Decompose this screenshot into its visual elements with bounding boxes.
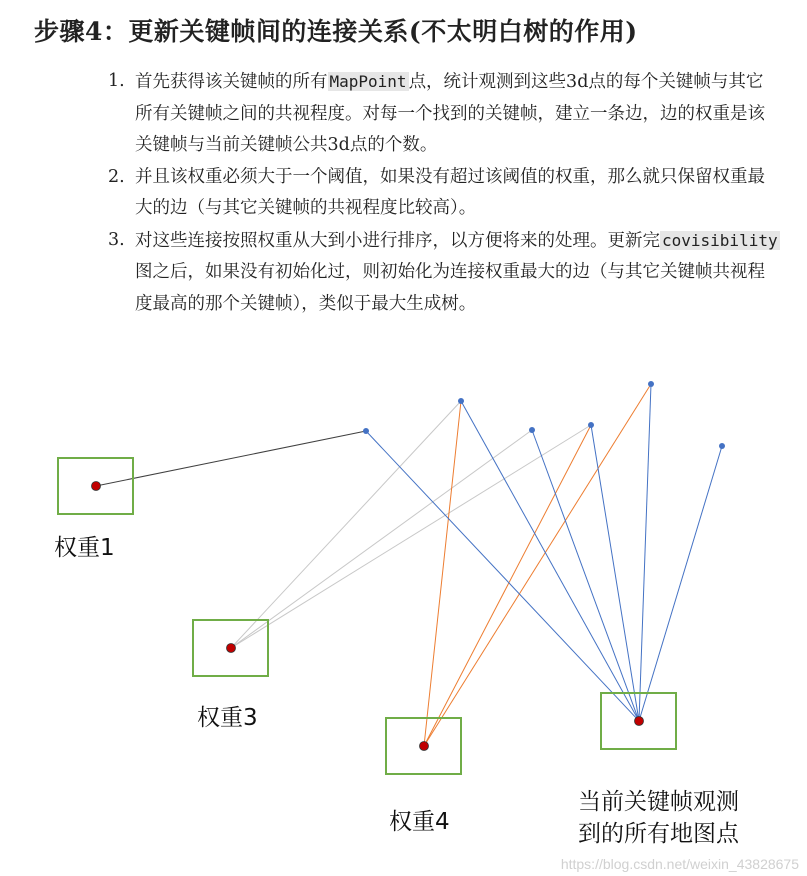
step-text: 点，统计观测到这些3d点的每个关键帧与其它所有关键帧之间的共视程度。对每一个找到的关键帧，建立一条边，边的权重是该关键帧与当前关键帧公共3d点的个数。: [135, 72, 765, 155]
kf1-keyframe-dot: [92, 482, 101, 491]
kf4-edge: [424, 401, 461, 746]
step-text: 图之后，如果没有初始化过，则初始化为连接权重最大的边（与其它关键帧共视程度最高的那个关键帧），类似于最大生成树。: [135, 262, 765, 314]
label-current-2: 到的所有地图点: [578, 821, 739, 847]
kf3-keyframe-dot: [227, 644, 236, 653]
kf4-keyframe-dot: [420, 742, 429, 751]
step-text: 并且该权重必须大于一个阈值，如果没有超过该阈值的权重，那么就只保留权重最大的边（与其它关键帧的共视程度比较高）。: [135, 166, 765, 218]
step-text: 对这些连接按照权重从大到小进行排序，以方便将来的处理。更新完: [135, 230, 660, 251]
step-text: 首先获得该关键帧的所有: [135, 72, 328, 92]
map-point: [648, 381, 654, 387]
step-number: 2.: [108, 166, 125, 187]
current-keyframe-dot: [635, 717, 644, 726]
map-point: [588, 422, 594, 428]
current-edge: [532, 430, 639, 721]
kf4-edge: [424, 384, 651, 746]
step-number: 3.: [108, 229, 125, 250]
inline-code: MapPoint: [329, 72, 407, 91]
label-current-1: 当前关键帧观测: [578, 789, 739, 815]
map-point: [529, 427, 535, 433]
section-title: 步骤4：更新关键帧间的连接关系(不太明白树的作用): [34, 17, 638, 46]
kf3-edge: [231, 430, 532, 648]
watermark: https://blog.csdn.net/weixin_43828675: [560, 856, 799, 872]
current-edge: [366, 431, 639, 721]
kf3-edge: [231, 401, 461, 648]
map-point: [458, 398, 464, 404]
label-kf1: 权重1: [54, 535, 115, 561]
current-edge: [639, 384, 651, 721]
step-number: 1.: [108, 71, 125, 91]
label-kf4: 权重4: [389, 809, 450, 835]
current-edge: [591, 425, 639, 721]
current-edge: [639, 446, 722, 721]
kf4-edge: [424, 425, 591, 746]
map-point: [363, 428, 369, 434]
kf3-edge: [231, 425, 591, 648]
inline-code: covisibility: [662, 230, 778, 250]
kf1-edge: [96, 431, 366, 486]
map-point: [719, 443, 725, 449]
label-kf3: 权重3: [197, 705, 258, 731]
